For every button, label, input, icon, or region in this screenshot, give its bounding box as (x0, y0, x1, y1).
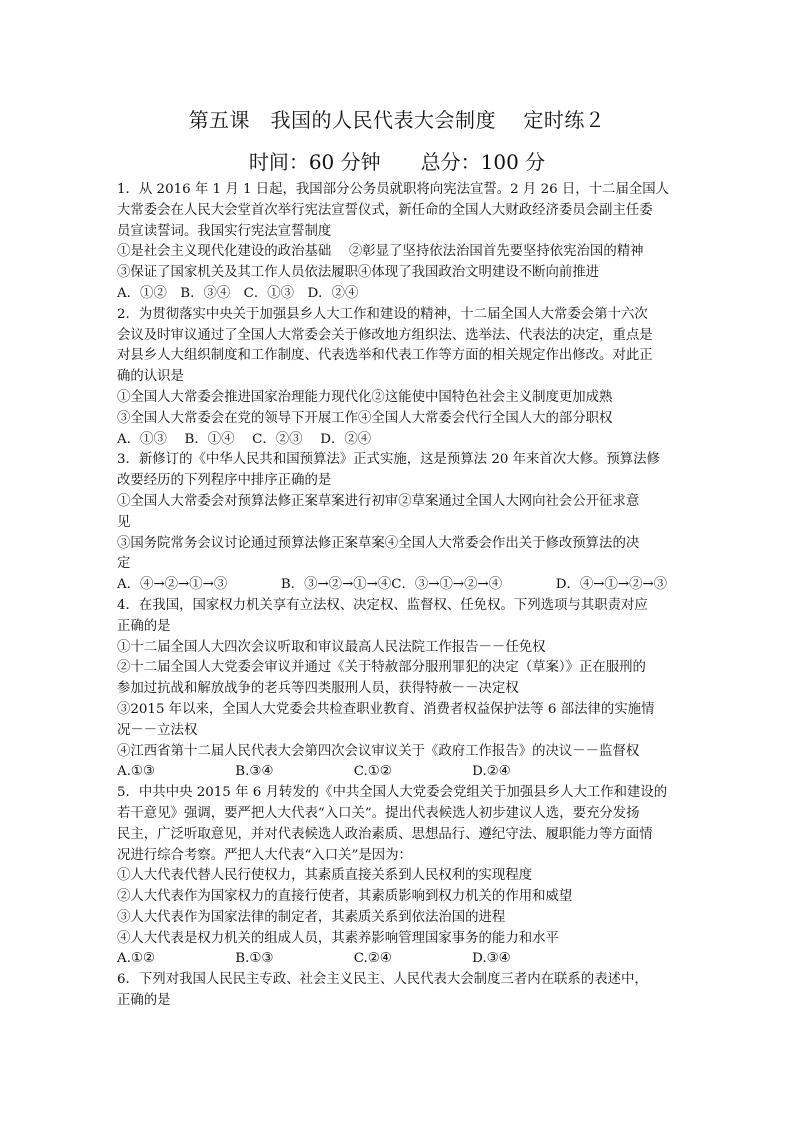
text-line: 6．下列对我国人民民主专政、社会主义民主、人民代表大会制度三者内在联系的表述中， (117, 972, 648, 988)
text-line: 5．中共中央 2015 年 6 月转发的《中共全国人大党委会党组关于加强县乡人大工作和建设的 (117, 785, 668, 801)
text-line: 4．在我国，国家权力机关享有立法权、决定权、监督权、任免权。下列选项与其职责对应 (117, 597, 648, 613)
text-line: ①全国人大常委会推进国家治理能力现代化②这能使中国特色社会主义制度更加成熟 (117, 389, 613, 405)
text-line: 确的认识是 (117, 369, 184, 385)
text-line: 参加过抗战和解放战争的老兵等四类服刑人员，获得特赦－－决定权 (117, 681, 519, 697)
text-line: 大常委会在人民大会堂首次举行宪法宣誓仪式，新任命的全国人大财政经济委员会副主任委 (117, 202, 653, 218)
question-body (117, 180, 682, 1012)
text-line: ④人大代表是权力机关的组成人员，其素养影响管理国家事务的能力和水平 (117, 930, 559, 946)
page-title: 第五课 我国的人民代表大会制度 定时练２ (188, 108, 606, 132)
text-line: 况进行综合考察。严把人大代表“入口关”是因为： (117, 847, 412, 863)
text-line: ③全国人大常委会在党的领导下开展工作④全国人大常委会代行全国人大的部分职权 (117, 410, 613, 426)
text-line: ①十二届全国人大四次会议听取和审议最高人民法院工作报告－－任免权 (117, 639, 546, 655)
text-line: 会议及时审议通过了全国人大常委会关于修改地方组织法、选举法、代表法的决定，重点是 (117, 327, 653, 343)
text-line: ③保证了国家机关及其工作人员依法履职④体现了我国政治文明建设不断向前推进 (117, 265, 600, 281)
text-line: 改要经历的下列程序中排序正确的是 (117, 473, 332, 489)
text-line: 2．为贯彻落实中央关于加强县乡人大工作和建设的精神，十二届全国人大常委会第十六次 (117, 306, 648, 322)
text-line: 正确的是 (117, 618, 171, 634)
text-line: 民主，广泛听取意见，并对代表候选人政治素质、思想品行、遵纪守法、履职能力等方面情 (117, 826, 653, 842)
text-line: 1．从 2016 年 1 月 1 日起，我国部分公务员就职将向宪法宣誓。2 月 26 日，十二届全国人 (117, 182, 670, 197)
text-line: ③国务院常务会议讨论通过预算法修正案草案④全国人大常委会作出关于修改预算法的决 (117, 535, 640, 551)
text-line: ④江西省第十二届人民代表大会第四次会议审议关于《政府工作报告》的决议－－监督权 (117, 743, 640, 759)
text-line: ①是社会主义现代化建设的政治基础 ②彰显了坚持依法治国首先要坚持依宪治国的精神 (117, 244, 644, 260)
text-line: 正确的是 (117, 993, 171, 1009)
text-line: A.①③ B.③④ C.①② D.②④ (117, 764, 511, 780)
text-line: ②十二届全国人大党委会审议并通过《关于特赦部分服刑罪犯的决定（草案）》正在服刑的 (117, 660, 646, 676)
text-line: ①人大代表代替人民行使权力，其素质直接关系到人民权利的实现程度 (117, 868, 533, 884)
text-line: 见 (117, 514, 131, 530)
text-line: 3．新修订的《中华人民共和国预算法》正式实施，这是预算法 20 年来首次大修。预算法修 (117, 452, 660, 468)
text-line: 定 (117, 556, 131, 572)
text-line: ③人大代表作为国家法律的制定者，其素质关系到依法治国的进程 (117, 909, 506, 925)
text-line: 对县乡人大组织制度和工作制度、代表选举和代表工作等方面的相关规定作出修改。对此正 (117, 348, 653, 364)
text-line: 况－－立法权 (117, 722, 198, 738)
text-line: ①全国人大常委会对预算法修正案草案进行初审②草案通过全国人大网向社会公开征求意 (117, 493, 640, 509)
text-line: A．①② B．③④ C．①③ D．②④ (117, 285, 359, 301)
text-line: ③2015 年以来，全国人大党委会共检查职业教育、消费者权益保护法等 6 部法律的实施情 (117, 701, 655, 717)
text-line: 若干意见》强调，要严把人大代表“入口关”。提出代表候选人初步建议人选，要充分发扬 (117, 805, 640, 821)
text-line: A．①③ B．①④ C．②③ D．②④ (117, 431, 372, 447)
page-subtitle: 时间：60 分钟 总分：100 分 (248, 150, 546, 174)
text-line: 员宣读誓词。我国实行宪法宣誓制度 (117, 223, 332, 239)
text-line: ②人大代表作为国家权力的直接行使者，其素质影响到权力机关的作用和威望 (117, 889, 573, 905)
text-line: A．④→②→①→③ B．③→②→①→④C．③→①→②→④ D．④→①→②→③ (117, 577, 668, 593)
text-line: A.①② B.①③ C.②④ D.③④ (117, 951, 511, 967)
